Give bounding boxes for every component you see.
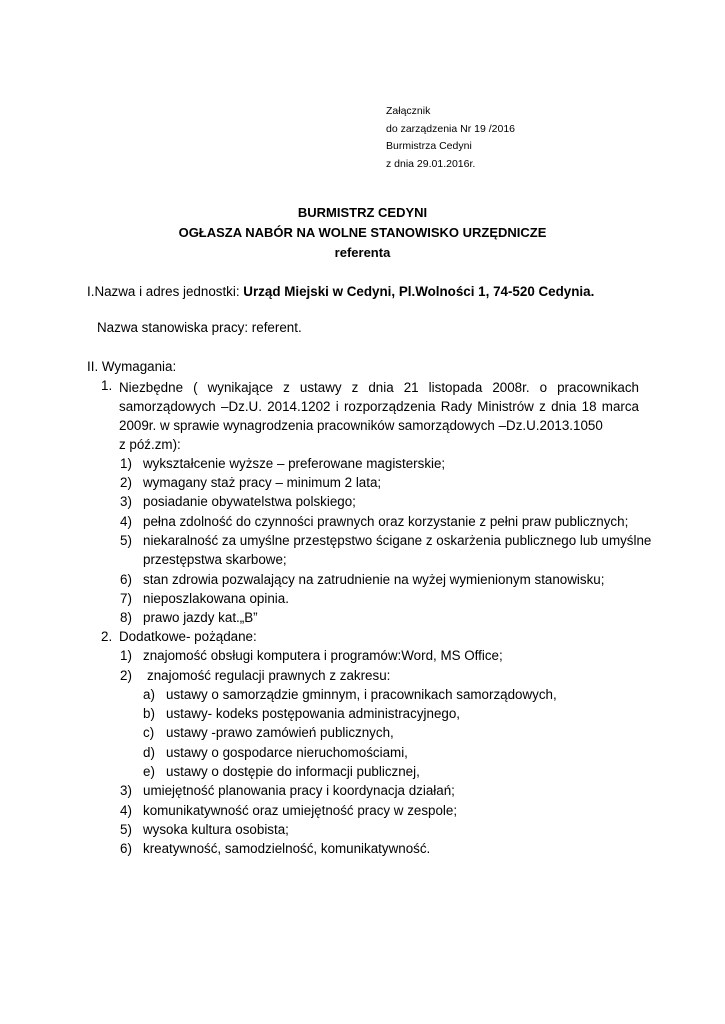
intro-line: Niezbędne ( wynikające z ustawy z dnia 21 listopada 2008r. o pracownikach — [119, 380, 639, 395]
item-number: 3) — [120, 494, 132, 509]
title-line-1: BURMISTRZ CEDYNI — [297, 205, 428, 220]
item-number: 1) — [120, 456, 132, 471]
sub-item-letter: b) — [143, 706, 155, 721]
list-item: nieposzlakowana opinia. — [143, 591, 289, 606]
annex-line: Burmistrza Cedyni — [386, 140, 472, 152]
additional-intro: Dodatkowe- pożądane: — [119, 629, 257, 644]
list-item: umiejętność planowania pracy i koordynacja działań; — [143, 783, 455, 798]
item-number: 5) — [120, 822, 132, 837]
section-number: 2. — [101, 629, 113, 644]
sub-item: ustawy- kodeks postępowania administracyjnego, — [166, 706, 461, 721]
list-item: komunikatywność oraz umiejętność pracy w zespole; — [143, 803, 458, 818]
sub-item: ustawy o samorządzie gminnym, i pracownikach samorządowych, — [166, 687, 557, 702]
sub-item: ustawy o gospodarce nieruchomościami, — [166, 745, 408, 760]
intro-line: 2009r. w sprawie wynagrodzenia pracowników samorządowych –Dz.U.2013.1050 — [119, 418, 603, 433]
section-number: 1. — [101, 378, 113, 393]
item-number: 2) — [120, 475, 132, 490]
list-item: pełna zdolność do czynności prawnych oraz korzystanie z pełni praw publicznych; — [143, 514, 629, 529]
required-intro — [119, 378, 639, 454]
list-item: wysoka kultura osobista; — [143, 822, 289, 837]
list-item: wykształcenie wyższe – preferowane magisterskie; — [143, 456, 446, 471]
list-item: wymagany staż pracy – minimum 2 lata; — [143, 475, 382, 490]
item-number: 4) — [120, 803, 132, 818]
annex-line: do zarządzenia Nr 19 /2016 — [386, 122, 515, 135]
sub-item-letter: a) — [143, 687, 155, 702]
item-number: 3) — [120, 783, 132, 798]
unit-value: Urząd Miejski w Cedyni, Pl.Wolności 1, 74-520 Cedynia. — [243, 284, 595, 299]
annex-line: z dnia 29.01.2016r. — [386, 157, 476, 170]
requirements-heading: II. Wymagania: — [87, 359, 177, 374]
intro-line: samorządowych –Dz.U. 2014.1202 i rozporządzenia Rady Ministrów z dnia 18 marca — [119, 399, 639, 414]
list-item-continuation: przestępstwa skarbowe; — [143, 552, 287, 567]
list-item: prawo jazdy kat.„B” — [143, 610, 258, 625]
sub-item: ustawy o dostępie do informacji publicznej, — [166, 764, 420, 779]
sub-item: ustawy -prawo zamówień publicznych, — [166, 725, 394, 740]
unit-label: I.Nazwa i adres jednostki: — [87, 284, 244, 299]
list-item: znajomość regulacji prawnych z zakresu: — [147, 668, 391, 683]
list-item: stan zdrowia pozwalający na zatrudnienie na wyżej wymienionym stanowisku; — [143, 572, 605, 587]
sub-item-letter: c) — [143, 725, 155, 740]
item-number: 8) — [120, 610, 132, 625]
list-item: znajomość obsługi komputera i programów:Word, MS Office; — [143, 648, 503, 663]
annex-note — [386, 103, 515, 173]
unit-line — [87, 284, 594, 299]
list-item: kreatywność, samodzielność, komunikatywność. — [143, 841, 431, 856]
sub-item-letter: e) — [143, 764, 155, 779]
item-number: 5) — [120, 533, 132, 548]
annex-line: Załącznik — [386, 105, 431, 117]
position-line: Nazwa stanowiska pracy: referent. — [97, 320, 302, 335]
intro-line: z póź.zm): — [119, 437, 181, 452]
item-number: 7) — [120, 591, 132, 606]
item-number: 4) — [120, 514, 132, 529]
sub-item-letter: d) — [143, 745, 155, 760]
title-line-2: OGŁASZA NABÓR NA WOLNE STANOWISKO URZĘDNICZE — [178, 225, 547, 240]
title-line-3: referenta — [334, 245, 391, 260]
list-item: niekaralność za umyślne przestępstwo ścigane z oskarżenia publicznego lub umyślne — [143, 533, 652, 548]
list-item: posiadanie obywatelstwa polskiego; — [143, 494, 356, 509]
item-number: 1) — [120, 648, 132, 663]
item-number: 2) — [120, 668, 132, 683]
item-number: 6) — [120, 572, 132, 587]
item-number: 6) — [120, 841, 132, 856]
